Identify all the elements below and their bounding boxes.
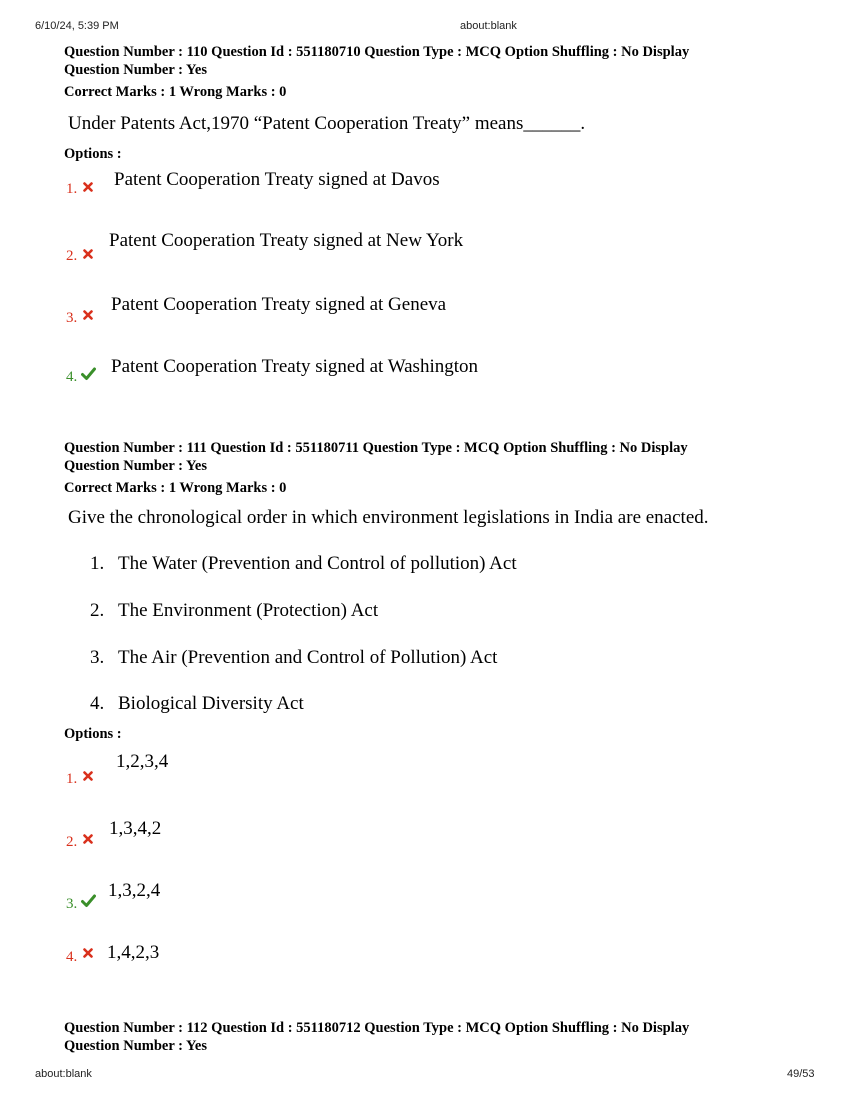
list-item bbox=[90, 553, 517, 575]
print-footer-url: about:blank bbox=[35, 1068, 92, 1080]
list-item-number: 1. bbox=[90, 553, 105, 574]
q110-meta bbox=[64, 43, 784, 79]
q111-option-3-text: 1,3,2,4 bbox=[108, 880, 161, 901]
q110-option-4-text: Patent Cooperation Treaty signed at Washington bbox=[111, 356, 479, 377]
cross-icon bbox=[83, 310, 93, 320]
q110-option-2-number: 2. bbox=[66, 248, 78, 264]
print-page-number: 49/53 bbox=[787, 1068, 815, 1080]
list-item bbox=[90, 600, 378, 622]
q111-option-4-text: 1,4,2,3 bbox=[107, 942, 160, 963]
q110-option-1-text: Patent Cooperation Treaty signed at Davos bbox=[114, 169, 440, 190]
print-datetime: 6/10/24, 5:39 PM bbox=[35, 20, 119, 32]
q110-meta-line1: Question Number : 110 Question Id : 551180710 Question Type : MCQ Option Shuffling : No Display bbox=[64, 44, 690, 60]
print-title: about:blank bbox=[460, 20, 517, 32]
q110-options-label: Options : bbox=[64, 146, 122, 162]
list-item-number: 3. bbox=[90, 647, 105, 668]
q111-meta bbox=[64, 439, 784, 475]
q111-marks: Correct Marks : 1 Wrong Marks : 0 bbox=[64, 480, 287, 496]
q111-option-2-text: 1,3,4,2 bbox=[109, 818, 162, 839]
q110-option-3-text: Patent Cooperation Treaty signed at Geneva bbox=[111, 294, 447, 315]
q112-meta-line2: Question Number : Yes bbox=[64, 1038, 207, 1054]
q111-meta-line2: Question Number : Yes bbox=[64, 458, 207, 474]
list-item-text: Biological Diversity Act bbox=[118, 693, 304, 714]
list-item-text: The Air (Prevention and Control of Pollution) Act bbox=[118, 647, 498, 668]
q111-option-1-text: 1,2,3,4 bbox=[116, 751, 169, 772]
q111-option-3-number: 3. bbox=[66, 896, 78, 912]
q111-question-text: Give the chronological order in which environment legislations in India are enacted. bbox=[68, 507, 709, 528]
q111-option-2-number: 2. bbox=[66, 834, 78, 850]
checkmark-icon bbox=[81, 367, 96, 381]
cross-icon bbox=[83, 249, 93, 259]
checkmark-icon bbox=[81, 894, 96, 908]
list-item-number: 4. bbox=[90, 693, 105, 714]
cross-icon bbox=[83, 948, 93, 958]
q111-options-label: Options : bbox=[64, 726, 122, 742]
q112-meta bbox=[64, 1019, 784, 1055]
q110-option-3-number: 3. bbox=[66, 310, 78, 326]
list-item bbox=[90, 693, 304, 715]
q111-option-1-number: 1. bbox=[66, 771, 78, 787]
q112-meta-line1: Question Number : 112 Question Id : 551180712 Question Type : MCQ Option Shuffling : No Display bbox=[64, 1020, 690, 1036]
list-item-text: The Environment (Protection) Act bbox=[118, 600, 379, 621]
cross-icon bbox=[83, 182, 93, 192]
q110-meta-line2: Question Number : Yes bbox=[64, 62, 207, 78]
q110-option-2-text: Patent Cooperation Treaty signed at New York bbox=[109, 230, 464, 251]
cross-icon bbox=[83, 834, 93, 844]
q111-option-4-number: 4. bbox=[66, 949, 78, 965]
q110-option-4-number: 4. bbox=[66, 369, 78, 385]
q111-meta-line1: Question Number : 111 Question Id : 551180711 Question Type : MCQ Option Shuffling : No Display bbox=[64, 440, 688, 456]
q110-question-text: Under Patents Act,1970 “Patent Cooperation Treaty” means______. bbox=[68, 113, 586, 134]
list-item-number: 2. bbox=[90, 600, 105, 621]
cross-icon bbox=[83, 771, 93, 781]
q110-marks: Correct Marks : 1 Wrong Marks : 0 bbox=[64, 84, 287, 100]
list-item-text: The Water (Prevention and Control of pollution) Act bbox=[118, 553, 517, 574]
list-item bbox=[90, 647, 497, 669]
q110-option-1-number: 1. bbox=[66, 181, 78, 197]
